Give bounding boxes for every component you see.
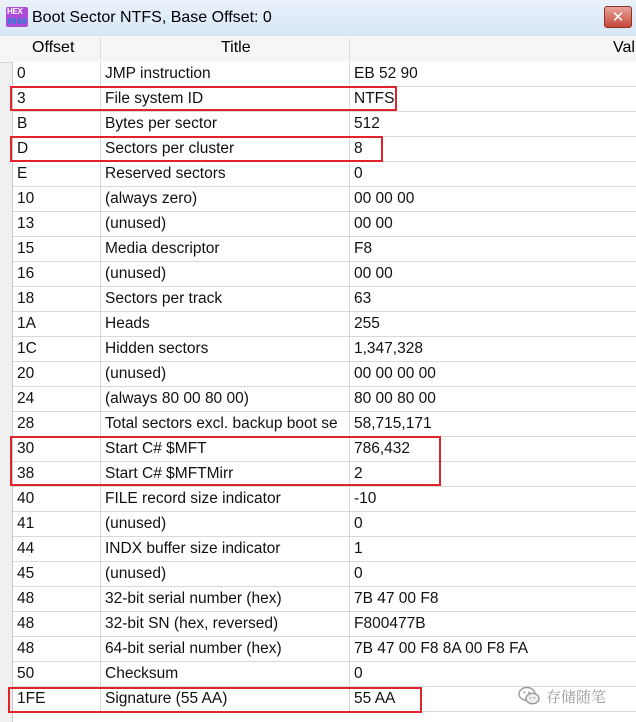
title-cell: Start C# $MFT bbox=[101, 437, 350, 461]
table-row[interactable] bbox=[13, 412, 636, 437]
title-cell: (unused) bbox=[101, 362, 350, 386]
value-cell: 00 00 00 bbox=[354, 190, 415, 207]
title-cell: INDX buffer size indicator bbox=[101, 537, 350, 561]
value-cell: F8 bbox=[354, 240, 373, 257]
offset-cell: 15 bbox=[13, 237, 101, 261]
close-button[interactable]: ✕ bbox=[604, 6, 632, 28]
offset-cell: B bbox=[13, 112, 101, 136]
title-cell: 64-bit serial number (hex) bbox=[101, 637, 350, 661]
title-cell: Signature (55 AA) bbox=[101, 687, 350, 711]
offset-cell: 30 bbox=[13, 437, 101, 461]
value-cell: 55 AA bbox=[354, 690, 396, 707]
title-cell: File system ID bbox=[101, 87, 350, 111]
title-cell: (unused) bbox=[101, 262, 350, 286]
table-row[interactable] bbox=[13, 487, 636, 512]
title-cell: Checksum bbox=[101, 662, 350, 686]
table-row[interactable] bbox=[13, 62, 636, 87]
window-title: Boot Sector NTFS, Base Offset: 0 bbox=[32, 9, 272, 26]
table-row[interactable] bbox=[13, 637, 636, 662]
title-cell: JMP instruction bbox=[101, 62, 350, 86]
offset-cell: 13 bbox=[13, 212, 101, 236]
offset-cell: 24 bbox=[13, 387, 101, 411]
offset-cell: 48 bbox=[13, 612, 101, 636]
value-cell: 2 bbox=[354, 465, 363, 482]
value-cell: 0 bbox=[354, 515, 363, 532]
table-row[interactable] bbox=[13, 312, 636, 337]
offset-cell: 0 bbox=[13, 62, 101, 86]
offset-cell: 3 bbox=[13, 87, 101, 111]
value-cell: 0 bbox=[354, 565, 363, 582]
value-cell: 58,715,171 bbox=[354, 415, 432, 432]
title-cell: 32-bit serial number (hex) bbox=[101, 587, 350, 611]
offset-cell: 48 bbox=[13, 637, 101, 661]
offset-cell: 16 bbox=[13, 262, 101, 286]
table-row[interactable] bbox=[13, 237, 636, 262]
value-cell: 00 00 bbox=[354, 215, 393, 232]
table-row[interactable] bbox=[13, 112, 636, 137]
title-cell: (always 80 00 80 00) bbox=[101, 387, 350, 411]
offset-cell: 41 bbox=[13, 512, 101, 536]
value-cell: 1 bbox=[354, 540, 363, 557]
table-row[interactable] bbox=[13, 87, 636, 112]
title-cell: Bytes per sector bbox=[101, 112, 350, 136]
watermark-text: 存储随笔 bbox=[546, 688, 607, 706]
title-cell: Start C# $MFTMirr bbox=[101, 462, 350, 486]
title-bar bbox=[0, 0, 636, 37]
title-cell: Reserved sectors bbox=[101, 162, 350, 186]
watermark bbox=[518, 684, 606, 708]
table-row[interactable] bbox=[13, 337, 636, 362]
table-row[interactable] bbox=[13, 287, 636, 312]
offset-cell: 1A bbox=[13, 312, 101, 336]
column-header-title[interactable]: Title bbox=[221, 39, 251, 56]
column-header-value[interactable]: Val bbox=[613, 39, 635, 56]
value-cell: 7B 47 00 F8 8A 00 F8 FA bbox=[354, 640, 529, 657]
offset-cell: 28 bbox=[13, 412, 101, 436]
table-row[interactable] bbox=[13, 137, 636, 162]
title-cell: FILE record size indicator bbox=[101, 487, 350, 511]
value-cell: NTFS bbox=[354, 90, 395, 107]
table-row[interactable] bbox=[13, 262, 636, 287]
offset-cell: 48 bbox=[13, 587, 101, 611]
offset-cell: 18 bbox=[13, 287, 101, 311]
offset-cell: 10 bbox=[13, 187, 101, 211]
table-row[interactable] bbox=[13, 587, 636, 612]
value-cell: 255 bbox=[354, 315, 380, 332]
title-cell: Sectors per track bbox=[101, 287, 350, 311]
table-row[interactable] bbox=[13, 512, 636, 537]
column-divider[interactable] bbox=[100, 38, 101, 60]
table-row[interactable] bbox=[13, 387, 636, 412]
offset-cell: 1C bbox=[13, 337, 101, 361]
title-cell: Hidden sectors bbox=[101, 337, 350, 361]
value-cell: EB 52 90 bbox=[354, 65, 418, 82]
table-row[interactable] bbox=[13, 212, 636, 237]
value-cell: 00 00 00 00 bbox=[354, 365, 436, 382]
hex-editor-icon: HEX bbox=[6, 7, 28, 27]
boot-sector-table bbox=[12, 62, 636, 722]
offset-cell: 40 bbox=[13, 487, 101, 511]
offset-cell: E bbox=[13, 162, 101, 186]
title-cell: Sectors per cluster bbox=[101, 137, 350, 161]
value-cell: 80 00 80 00 bbox=[354, 390, 436, 407]
title-cell: 32-bit SN (hex, reversed) bbox=[101, 612, 350, 636]
value-cell: 63 bbox=[354, 290, 372, 307]
title-cell: (unused) bbox=[101, 512, 350, 536]
title-cell: (unused) bbox=[101, 562, 350, 586]
title-cell: (always zero) bbox=[101, 187, 350, 211]
table-row[interactable] bbox=[13, 362, 636, 387]
table-row[interactable] bbox=[13, 437, 636, 462]
value-cell: F800477B bbox=[354, 615, 426, 632]
value-cell: -10 bbox=[354, 490, 377, 507]
value-cell: 0 bbox=[354, 665, 363, 682]
table-row[interactable] bbox=[13, 612, 636, 637]
table-row[interactable] bbox=[13, 187, 636, 212]
value-cell: 0 bbox=[354, 165, 363, 182]
offset-cell: 1FE bbox=[13, 687, 101, 711]
column-header-offset[interactable]: Offset bbox=[32, 39, 75, 56]
offset-cell: D bbox=[13, 137, 101, 161]
table-row[interactable] bbox=[13, 562, 636, 587]
column-divider[interactable] bbox=[349, 38, 350, 60]
value-cell: 8 bbox=[354, 140, 363, 157]
value-cell: 00 00 bbox=[354, 265, 393, 282]
offset-cell: 38 bbox=[13, 462, 101, 486]
value-cell: 1,347,328 bbox=[354, 340, 423, 357]
offset-cell: 50 bbox=[13, 662, 101, 686]
value-cell: 7B 47 00 F8 bbox=[354, 590, 439, 607]
table-row[interactable] bbox=[13, 462, 636, 487]
table-row[interactable] bbox=[13, 537, 636, 562]
offset-cell: 44 bbox=[13, 537, 101, 561]
title-cell: Total sectors excl. backup boot se bbox=[101, 412, 350, 436]
title-cell: Heads bbox=[101, 312, 350, 336]
value-cell: 512 bbox=[354, 115, 380, 132]
table-row[interactable] bbox=[13, 162, 636, 187]
offset-cell: 20 bbox=[13, 362, 101, 386]
value-cell: 786,432 bbox=[354, 440, 411, 457]
title-cell: (unused) bbox=[101, 212, 350, 236]
offset-cell: 45 bbox=[13, 562, 101, 586]
wechat-icon bbox=[518, 686, 540, 706]
title-cell: Media descriptor bbox=[101, 237, 350, 261]
column-header bbox=[0, 36, 636, 63]
